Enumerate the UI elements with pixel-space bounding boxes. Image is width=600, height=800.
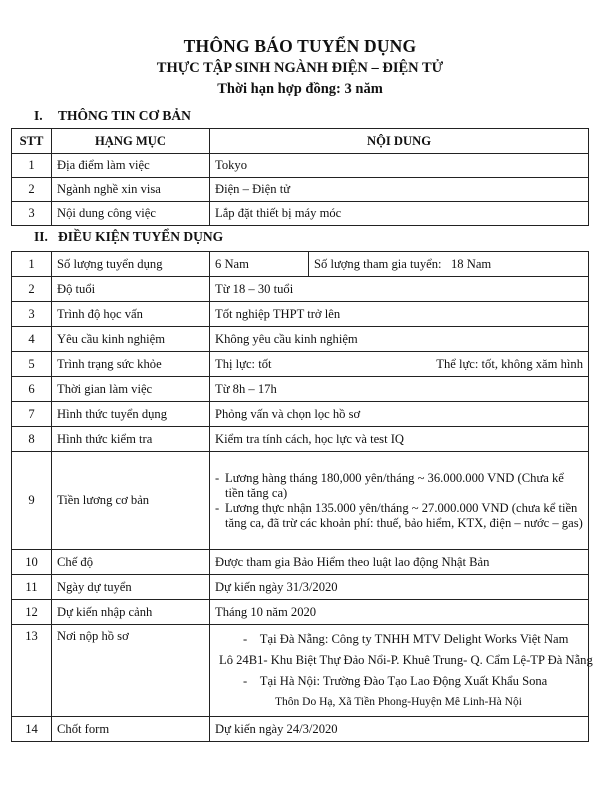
row-item: Dự kiến nhập cảnh xyxy=(52,600,210,625)
eyesight: Thị lực: tốt xyxy=(215,356,272,371)
row-item: Nội dung công việc xyxy=(52,202,210,226)
row-stt: 10 xyxy=(12,550,52,575)
table-row xyxy=(12,550,589,575)
physical-condition: Thể lực: tốt, không xăm hình xyxy=(436,356,583,371)
row-stt: 12 xyxy=(12,600,52,625)
recruit-quantity: 6 Nam xyxy=(210,252,309,277)
salary-net: - Lương thực nhận 135.000 yên/tháng ~ 27.000.000 VND (chưa kể tiền tăng ca, đã trừ các khoản phí: thuế, bảo hiểm, KTX, điện – nước – gas) xyxy=(215,500,583,530)
row-content: Tokyo xyxy=(210,154,589,178)
table-row xyxy=(12,154,589,178)
row-item: Ngành nghề xin visa xyxy=(52,178,210,202)
row-content: Được tham gia Bảo Hiểm theo luật lao động Nhật Bản xyxy=(210,550,589,575)
table-row xyxy=(12,302,589,327)
participant-label: Số lượng tham gia tuyển: xyxy=(314,256,442,271)
row-item: Nơi nộp hồ sơ xyxy=(52,625,210,717)
document-header xyxy=(0,34,600,100)
row-content: Từ 8h – 17h xyxy=(210,377,589,402)
table-row xyxy=(12,717,589,742)
row-stt: 13 xyxy=(12,625,52,717)
location-hanoi: - Tại Hà Nội: Trường Đào Tạo Lao Động Xuất Khẩu Sona xyxy=(243,673,548,688)
basic-info-table xyxy=(11,128,589,226)
row-content: Dự kiến ngày 31/3/2020 xyxy=(210,575,589,600)
recruitment-conditions-table xyxy=(11,251,593,742)
table-row xyxy=(12,277,589,302)
table-row xyxy=(12,252,589,277)
location-hanoi-address: Thôn Do Hạ, Xã Tiền Phong-Huyện Mê Linh-Hà Nội xyxy=(275,695,522,708)
section-1-title: THÔNG TIN CƠ BẢN xyxy=(58,108,191,123)
location-danang-address: Lô 24B1- Khu Biệt Thự Đảo Nổi-P. Khuê Trung- Q. Cẩm Lệ-TP Đà Nẵng xyxy=(219,652,593,667)
column-header-content: NỘI DUNG xyxy=(210,129,589,154)
row-item: Địa điểm làm việc xyxy=(52,154,210,178)
table-row xyxy=(12,427,589,452)
row-item: Hình thức kiểm tra xyxy=(52,427,210,452)
health-status xyxy=(210,352,589,377)
row-stt: 3 xyxy=(12,302,52,327)
row-item: Hình thức tuyển dụng xyxy=(52,402,210,427)
table-row xyxy=(12,327,589,352)
location-danang-text: Tại Đà Nẵng: Công ty TNHH MTV Delight Works Việt Nam xyxy=(259,631,569,646)
table-row xyxy=(12,452,589,550)
document-title: THÔNG BÁO TUYỂN DỤNG xyxy=(183,36,417,56)
row-stt: 2 xyxy=(12,178,52,202)
location-danang: - Tại Đà Nẵng: Công ty TNHH MTV Delight Works Việt Nam xyxy=(243,631,569,646)
location-hanoi-text: Tại Hà Nội: Trường Đào Tạo Lao Động Xuất Khẩu Sona xyxy=(259,673,548,688)
section-2-heading xyxy=(34,229,223,245)
row-item: Tiền lương cơ bản xyxy=(52,452,210,550)
row-stt: 1 xyxy=(12,252,52,277)
row-stt: 4 xyxy=(12,327,52,352)
contract-duration: Thời hạn hợp đồng: 3 năm xyxy=(217,81,383,97)
row-stt: 5 xyxy=(12,352,52,377)
row-item: Yêu cầu kinh nghiệm xyxy=(52,327,210,352)
row-stt: 2 xyxy=(12,277,52,302)
salary-net-text: Lương thực nhận 135.000 yên/tháng ~ 27.000.000 VND (chưa kể tiền tăng ca, đã trừ các khoản phí: thuế, bảo hiểm, KTX, điện – nước – gas) xyxy=(225,500,583,530)
table-row xyxy=(12,178,589,202)
section-2-number: II. xyxy=(34,229,48,244)
section-1-heading xyxy=(34,108,191,124)
column-header-item: HẠNG MỤC xyxy=(52,129,210,154)
table-row xyxy=(12,202,589,226)
participant-quantity xyxy=(309,252,589,277)
row-stt: 3 xyxy=(12,202,52,226)
row-content: Phỏng vấn và chọn lọc hồ sơ xyxy=(210,402,589,427)
row-stt: 9 xyxy=(12,452,52,550)
row-item: Số lượng tuyển dụng xyxy=(52,252,210,277)
document-subtitle: THỰC TẬP SINH NGÀNH ĐIỆN – ĐIỆN TỬ xyxy=(156,60,444,76)
participant-value: 18 Nam xyxy=(450,256,492,271)
row-item: Thời gian làm việc xyxy=(52,377,210,402)
table-row xyxy=(12,625,589,717)
row-item: Chốt form xyxy=(52,717,210,742)
column-header-stt: STT xyxy=(12,129,52,154)
table-header-row xyxy=(12,129,589,154)
row-item: Trình độ học vấn xyxy=(52,302,210,327)
row-content: Lắp đặt thiết bị máy móc xyxy=(210,202,589,226)
row-item: Độ tuổi xyxy=(52,277,210,302)
salary-monthly: - Lương hàng tháng 180,000 yên/tháng ~ 36.000.000 VND (Chưa kể tiền tăng ca) xyxy=(215,471,583,501)
row-stt: 14 xyxy=(12,717,52,742)
salary-details xyxy=(210,452,589,550)
table-row xyxy=(12,600,589,625)
row-content: Điện – Điện tử xyxy=(210,178,589,202)
row-item: Chế độ xyxy=(52,550,210,575)
row-item: Ngày dự tuyển xyxy=(52,575,210,600)
table-row xyxy=(12,352,589,377)
row-content: Tốt nghiệp THPT trở lên xyxy=(210,302,589,327)
table-row xyxy=(12,402,589,427)
row-stt: 1 xyxy=(12,154,52,178)
section-2-title: ĐIỀU KIỆN TUYỂN DỤNG xyxy=(58,229,224,244)
submission-locations xyxy=(210,625,593,717)
row-item: Trình trạng sức khỏe xyxy=(52,352,210,377)
table-row xyxy=(12,377,589,402)
row-content: Tháng 10 năm 2020 xyxy=(210,600,589,625)
row-content: Không yêu cầu kinh nghiệm xyxy=(210,327,589,352)
row-stt: 6 xyxy=(12,377,52,402)
row-content: Dự kiến ngày 24/3/2020 xyxy=(210,717,589,742)
row-stt: 8 xyxy=(12,427,52,452)
row-content: Kiểm tra tính cách, học lực và test IQ xyxy=(210,427,589,452)
section-1-number: I. xyxy=(34,108,43,123)
salary-monthly-text: Lương hàng tháng 180,000 yên/tháng ~ 36.000.000 VND (Chưa kể tiền tăng ca) xyxy=(225,470,564,500)
row-content: Từ 18 – 30 tuổi xyxy=(210,277,589,302)
row-stt: 7 xyxy=(12,402,52,427)
table-row xyxy=(12,575,589,600)
row-stt: 11 xyxy=(12,575,52,600)
